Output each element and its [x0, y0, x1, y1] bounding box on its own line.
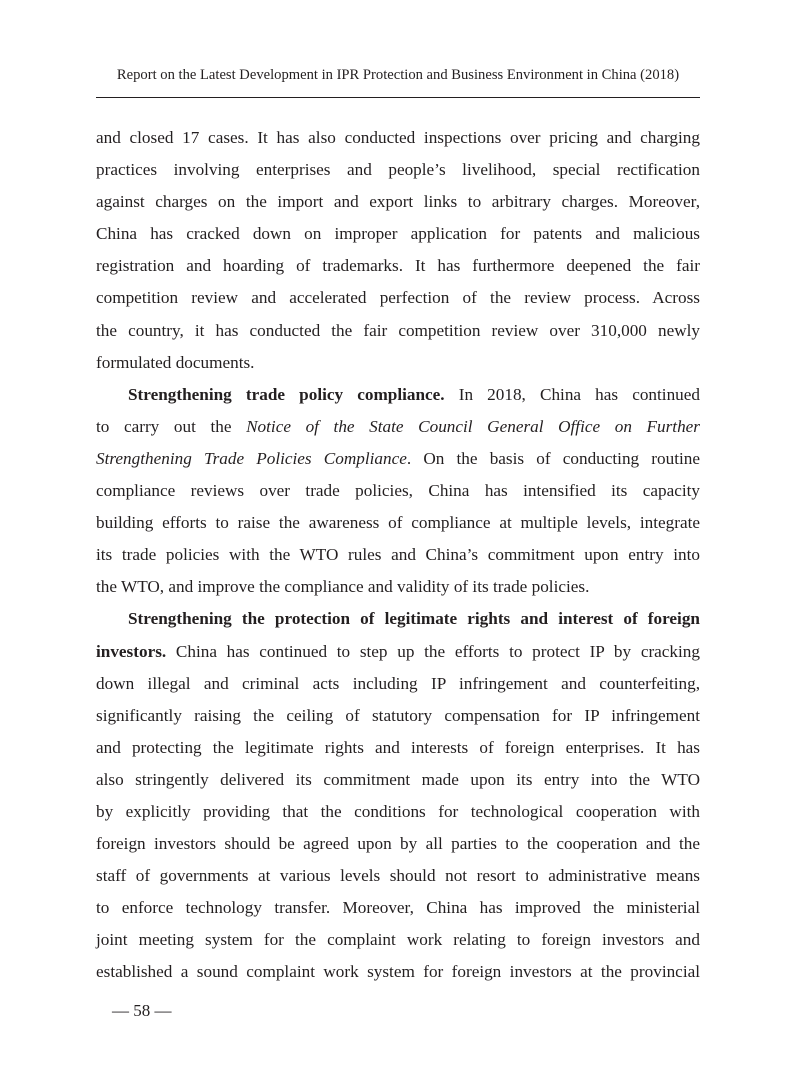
- text-line: [96, 282, 700, 314]
- bold-text-segment: investors.: [96, 641, 167, 661]
- text-line: [96, 411, 700, 443]
- text-line: [96, 347, 700, 379]
- text-line: [96, 315, 700, 347]
- text-segment: registration and hoarding of trademarks. It has furthermore deepened the fair: [96, 256, 700, 276]
- text-line: [96, 860, 700, 892]
- text-segment: the WTO, and improve the compliance and validity of its trade policies.: [96, 577, 590, 597]
- bold-text-segment: Strengthening trade policy compliance.: [128, 384, 445, 404]
- text-segment: building efforts to raise the awareness of compliance at multiple levels, integrate: [96, 513, 700, 533]
- text-segment: China has continued to step up the efforts to protect IP by cracking: [166, 641, 700, 661]
- text-segment: down illegal and criminal acts including IP infringement and counterfeiting,: [96, 673, 700, 693]
- text-line: [96, 539, 700, 571]
- text-line: [96, 828, 700, 860]
- text-segment: against charges on the import and export links to arbitrary charges. Moreover,: [96, 192, 700, 212]
- text-segment: and protecting the legitimate rights and interests of foreign enterprises. It has: [96, 737, 700, 757]
- text-segment: the country, it has conducted the fair competition review over 310,000 newly: [96, 320, 700, 340]
- text-segment: also stringently delivered its commitment made upon its entry into the WTO: [96, 769, 700, 789]
- text-line: [96, 443, 700, 475]
- text-line: [96, 250, 700, 282]
- text-line: [96, 218, 700, 250]
- text-line: [96, 924, 700, 956]
- text-line: [96, 668, 700, 700]
- text-segment: compliance reviews over trade policies, China has intensified its capacity: [96, 481, 700, 501]
- text-segment: established a sound complaint work system for foreign investors at the provincial: [96, 962, 700, 982]
- text-segment: formulated documents.: [96, 352, 255, 372]
- text-line: [96, 700, 700, 732]
- header-rule: [96, 97, 700, 98]
- text-line: [96, 571, 700, 603]
- italic-text-segment: Strengthening Trade Policies Compliance: [96, 448, 407, 468]
- text-segment: to enforce technology transfer. Moreover, China has improved the ministerial: [96, 898, 700, 918]
- text-line: [96, 122, 700, 154]
- text-segment: by explicitly providing that the conditions for technological cooperation with: [96, 801, 700, 821]
- page-number: — 58 —: [112, 1001, 172, 1020]
- running-header-title: Report on the Latest Development in IPR Protection and Business Environment in China (2018): [116, 67, 680, 83]
- text-line: [96, 475, 700, 507]
- text-line: [96, 154, 700, 186]
- text-segment: its trade policies with the WTO rules and China’s commitment upon entry into: [96, 545, 700, 565]
- text-segment: joint meeting system for the complaint work relating to foreign investors and: [96, 930, 700, 950]
- body-text: [96, 122, 700, 989]
- text-segment: China has cracked down on improper application for patents and malicious: [96, 224, 700, 244]
- text-line: [96, 732, 700, 764]
- text-line: [96, 507, 700, 539]
- text-segment: competition review and accelerated perfection of the review process. Across: [96, 288, 700, 308]
- italic-text-segment: Notice of the State Council General Office on Further: [246, 416, 700, 436]
- text-line: [96, 796, 700, 828]
- text-line: [96, 636, 700, 668]
- text-line: [96, 764, 700, 796]
- text-segment: and closed 17 cases. It has also conducted inspections over pricing and charging: [96, 128, 700, 147]
- text-line: [96, 379, 700, 411]
- text-segment: . On the basis of conducting routine: [406, 448, 700, 468]
- bold-text-segment: Strengthening the protection of legitimate rights and interest of foreign: [128, 609, 700, 629]
- text-segment: staff of governments at various levels should not resort to administrative means: [96, 866, 700, 886]
- text-line: [96, 603, 700, 635]
- text-segment: to carry out the: [96, 416, 247, 436]
- text-line: [96, 186, 700, 218]
- text-segment: foreign investors should be agreed upon by all parties to the cooperation and the: [96, 834, 700, 854]
- text-line: [96, 892, 700, 924]
- text-line: [96, 956, 700, 988]
- text-segment: practices involving enterprises and people’s livelihood, special rectification: [96, 160, 700, 180]
- text-segment: In 2018, China has continued: [444, 384, 700, 404]
- text-segment: significantly raising the ceiling of statutory compensation for IP infringement: [96, 705, 700, 725]
